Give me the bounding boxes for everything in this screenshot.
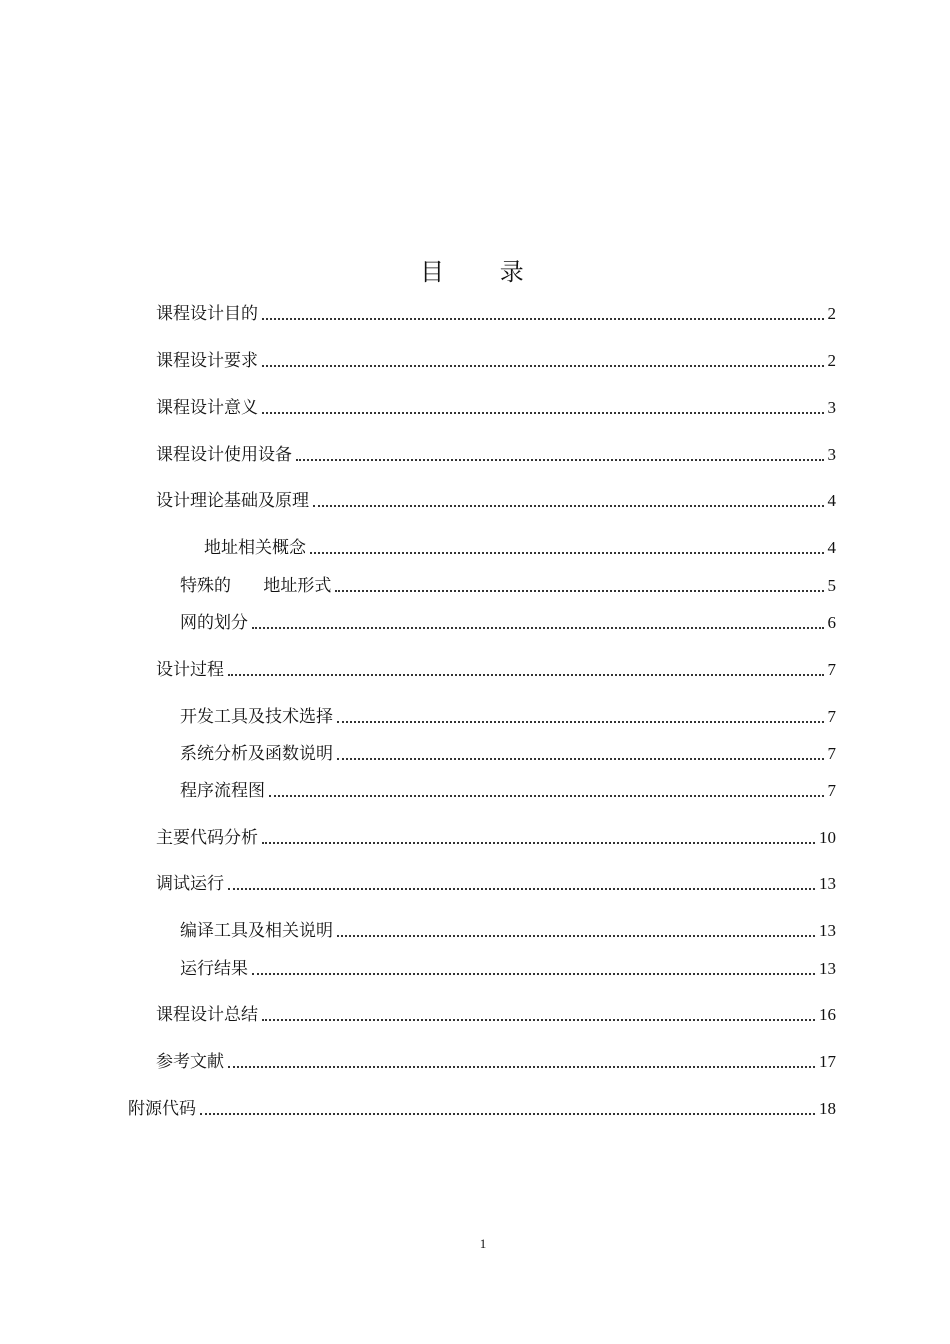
toc-entry-label: 设计过程 [156, 660, 224, 680]
toc-subentry[interactable] [180, 780, 836, 802]
toc-entry-page: 7 [827, 660, 836, 679]
toc-entry-label: 参考文献 [156, 1052, 224, 1072]
toc-leader-dots [262, 1019, 815, 1021]
toc-leader-dots [337, 935, 815, 937]
toc-entry[interactable] [156, 350, 836, 372]
toc-leader-dots [252, 627, 824, 629]
toc-entry-label: 运行结果 [180, 959, 248, 979]
toc-entry[interactable] [156, 659, 836, 681]
toc-subentry[interactable] [180, 575, 836, 597]
toc-entry[interactable] [156, 303, 836, 325]
toc-entry-page: 4 [827, 491, 836, 510]
toc-leader-dots [337, 721, 824, 723]
toc-entry-label: 调试运行 [156, 874, 224, 894]
toc-entry-label: 课程设计意义 [156, 398, 258, 418]
toc-entry[interactable] [156, 490, 836, 512]
toc-entry-page: 18 [819, 1099, 836, 1118]
toc-leader-dots [262, 842, 815, 844]
toc-entry-label: 地址相关概念 [204, 538, 306, 558]
toc-entry-page: 7 [827, 744, 836, 763]
toc-entry-page: 10 [819, 828, 836, 847]
toc-subentry[interactable] [204, 537, 836, 559]
toc-title: 目 录 [420, 258, 548, 286]
toc-entry-label: 课程设计目的 [156, 304, 258, 324]
toc-entry-page: 13 [819, 921, 836, 940]
toc-leader-dots [228, 888, 815, 890]
toc-subentry[interactable] [180, 958, 836, 980]
toc-entry-label: 主要代码分析 [156, 828, 258, 848]
toc-entry-label: 网的划分 [180, 613, 248, 633]
toc-entry-page: 4 [827, 538, 836, 557]
toc-entry[interactable] [156, 1004, 836, 1026]
toc-entry-page: 13 [819, 959, 836, 978]
toc-entry-page: 3 [827, 398, 836, 417]
toc-subentry[interactable] [180, 706, 836, 728]
toc-leader-dots [200, 1113, 815, 1115]
toc-leader-dots [310, 552, 824, 554]
toc-entry-page: 7 [827, 707, 836, 726]
toc-entry-page: 13 [819, 874, 836, 893]
toc-entry[interactable] [156, 1051, 836, 1073]
toc-leader-dots [262, 412, 824, 414]
toc-entry-label: 附源代码 [128, 1099, 196, 1119]
toc-leader-dots [262, 365, 824, 367]
toc-subentry[interactable] [180, 612, 836, 634]
toc-leader-dots [228, 674, 824, 676]
toc-entry-label: 系统分析及函数说明 [180, 744, 333, 764]
toc-entry-page: 2 [827, 351, 836, 370]
toc-entry-label: 特殊的 地址形式 [180, 576, 332, 596]
toc-leader-dots [262, 318, 824, 320]
toc-entry-page: 6 [827, 613, 836, 632]
toc-subentry[interactable] [180, 920, 836, 942]
toc-entry-page: 5 [827, 576, 836, 595]
toc-leader-dots [296, 459, 824, 461]
toc-subentry[interactable] [180, 743, 836, 765]
toc-entry-label: 课程设计总结 [156, 1005, 258, 1025]
toc-entry-label: 编译工具及相关说明 [180, 921, 333, 941]
toc-entry[interactable] [156, 397, 836, 419]
toc-entry-label: 课程设计要求 [156, 351, 258, 371]
toc-entry-label: 课程设计使用设备 [156, 445, 292, 465]
toc-leader-dots [335, 590, 823, 592]
toc-entry[interactable] [128, 1098, 836, 1120]
toc-entry-page: 16 [819, 1005, 836, 1024]
toc-entry-label: 设计理论基础及原理 [156, 491, 309, 511]
toc-entry-page: 2 [827, 304, 836, 323]
toc-entry[interactable] [156, 873, 836, 895]
toc-leader-dots [313, 505, 824, 507]
toc-entry[interactable] [156, 827, 836, 849]
toc-leader-dots [252, 973, 815, 975]
page-number: 1 [479, 1236, 487, 1251]
toc-entry-page: 17 [819, 1052, 836, 1071]
toc-leader-dots [269, 795, 824, 797]
toc-leader-dots [228, 1066, 815, 1068]
toc-entry-label: 程序流程图 [180, 781, 265, 801]
toc-entry-page: 7 [827, 781, 836, 800]
toc-leader-dots [337, 758, 824, 760]
toc-entry-label: 开发工具及技术选择 [180, 707, 333, 727]
toc-entry-page: 3 [827, 445, 836, 464]
toc-entry[interactable] [156, 444, 836, 466]
